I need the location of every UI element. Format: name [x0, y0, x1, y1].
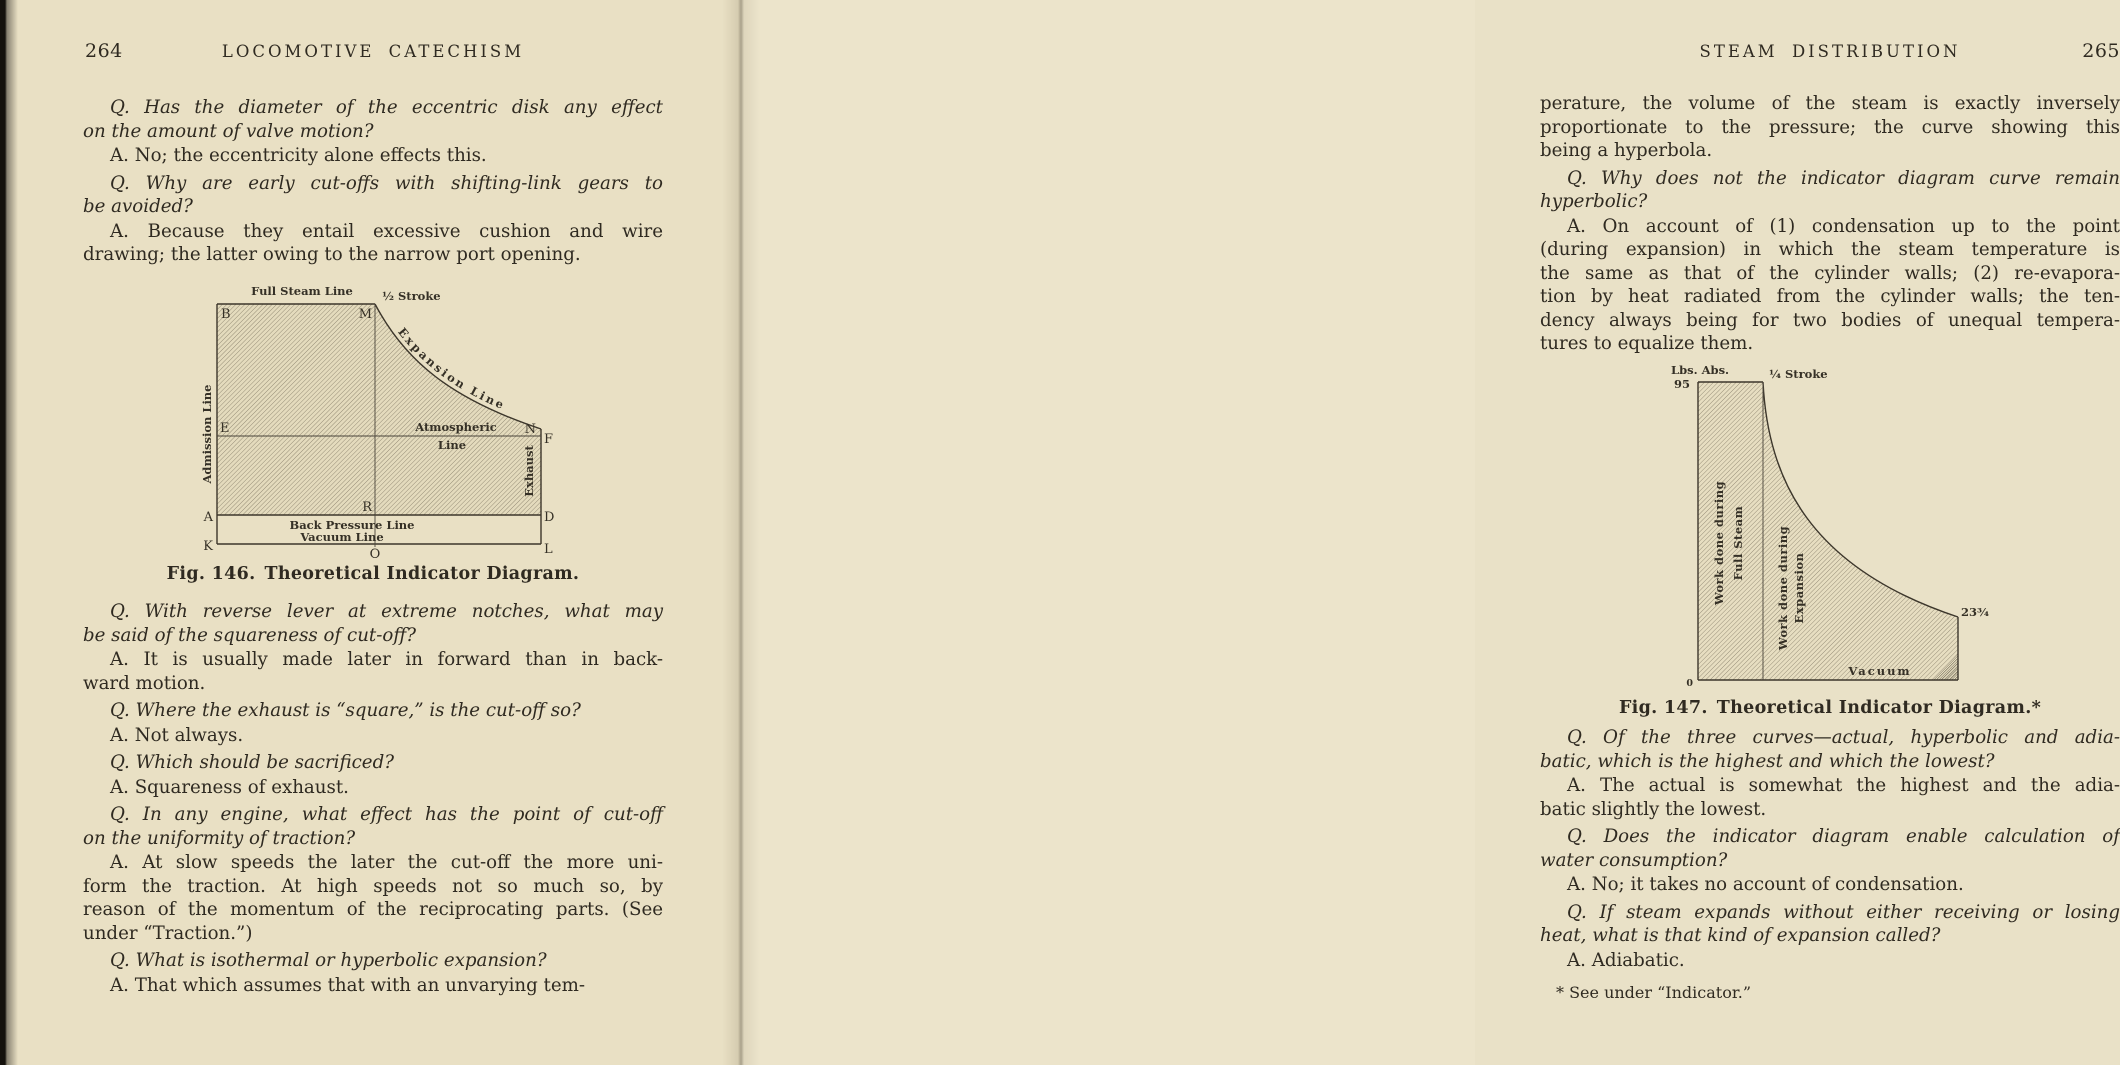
right-paragraphs-top	[1540, 92, 2120, 356]
left-text-column	[83, 92, 663, 997]
left-paragraphs-top	[83, 96, 663, 267]
text-line: Q. What is isothermal or hyperbolic expansion?	[110, 950, 547, 971]
right-text-column	[1540, 92, 2120, 1005]
figure-146	[83, 271, 663, 587]
label-work-full-1: Work done during	[1712, 480, 1726, 605]
text-line: A. Because they entail excessive cushion and wire	[110, 220, 663, 242]
text-line: A. No; the eccentricity alone effects this.	[110, 145, 487, 166]
text-line: A. At slow speeds the later the cut-off the more uni-	[110, 852, 663, 873]
running-header-right: STEAM DISTRIBUTION	[1699, 42, 1961, 61]
answer-paragraph	[83, 144, 663, 168]
text-line: dency always being for two bodies of unequal tempera-	[1540, 309, 2120, 331]
answer-paragraph	[1540, 949, 2120, 973]
text-line: Q. Where the exhaust is “square,” is the cut-off so?	[110, 700, 581, 721]
label-quarter-stroke: ¼ Stroke	[1769, 366, 1828, 381]
label-vacuum-line: Vacuum Line	[300, 529, 384, 544]
point-m: M	[358, 306, 372, 322]
left-page	[0, 0, 740, 1065]
text-line: A. That which assumes that with an unvarying tem-	[110, 974, 586, 996]
question-paragraph	[1540, 167, 2120, 214]
label-expansion-line: Expansion Line	[395, 324, 508, 413]
text-line: drawing; the latter owing to the narrow port opening.	[83, 244, 581, 265]
text-line: A. No; it takes no account of condensation.	[1567, 874, 1964, 895]
text-line: tion by heat radiated from the cylinder walls; the ten-	[1540, 286, 2120, 307]
text-line: A. The actual is somewhat the highest and the adia-	[1567, 775, 2120, 796]
point-d: D	[544, 509, 555, 525]
text-line: Q. Why are early cut-offs with shifting-link gears to	[110, 172, 663, 194]
answer-paragraph	[83, 220, 663, 267]
text-line: Q. Which should be sacrificed?	[110, 752, 394, 773]
question-paragraph	[83, 172, 663, 219]
label-lbs-abs: Lbs. Abs.	[1671, 362, 1730, 377]
label-full-steam-line: Full Steam Line	[251, 283, 353, 298]
answer-paragraph	[1540, 873, 2120, 897]
point-k: K	[203, 538, 213, 554]
question-paragraph	[83, 751, 663, 775]
point-l: L	[544, 541, 553, 557]
text-line: A. It is usually made later in forward than in back-	[110, 649, 663, 670]
indicator-diagram-147	[1645, 360, 2045, 695]
figure-147	[1540, 360, 2120, 721]
text-line: under “Traction.”)	[83, 922, 253, 944]
label-95: 95	[1673, 376, 1690, 391]
text-line: being a hyperbola.	[1540, 140, 1713, 161]
text-line: Q. Does the indicator diagram enable calculation of	[1567, 826, 2120, 847]
label-back-pressure-line: Back Pressure Line	[289, 517, 415, 532]
label-work-exp-1: Work done during	[1776, 525, 1790, 650]
question-paragraph	[83, 600, 663, 647]
scan-edge	[0, 0, 18, 1065]
text-line: Q. Of the three curves—actual, hyperbolic and adia-	[1567, 727, 2120, 748]
text-line: A. Adiabatic.	[1567, 949, 1685, 971]
left-paragraphs-bottom	[83, 600, 663, 997]
label-atmospheric-line-word: Line	[437, 437, 467, 452]
text-line: A. Squareness of exhaust.	[110, 776, 349, 798]
text-line: be avoided?	[83, 196, 193, 217]
answer-paragraph	[83, 851, 663, 945]
question-paragraph	[1540, 825, 2120, 872]
right-paragraphs-bottom	[1540, 726, 2120, 972]
text-line: be said of the squareness of cut-off?	[83, 624, 416, 646]
right-page	[740, 0, 2120, 1065]
page-number-right: 265	[2082, 40, 2120, 62]
continuation-paragraph	[1540, 92, 2120, 163]
point-f: F	[544, 431, 554, 447]
text-line: perature, the volume of the steam is exactly inversely	[1540, 93, 2120, 114]
text-line: Q. If steam expands without either receiving or losing	[1567, 901, 2120, 923]
running-header-left: LOCOMOTIVE CATECHISM	[221, 42, 525, 61]
text-line: Q. With reverse lever at extreme notches, what may	[110, 601, 663, 622]
label-zero: 0	[1686, 677, 1693, 689]
point-a: A	[203, 509, 213, 525]
point-b: B	[221, 306, 231, 322]
text-line: ward motion.	[83, 672, 206, 694]
label-exhaust: Exhaust	[522, 444, 536, 497]
text-line: (during expansion) in which the steam temperature is	[1540, 239, 2120, 260]
answer-paragraph	[83, 648, 663, 695]
text-line: A. On account of (1) condensation up to the point	[1567, 215, 2120, 237]
answer-paragraph	[1540, 774, 2120, 821]
label-vacuum: Vacuum	[1848, 663, 1912, 678]
point-o: O	[369, 546, 381, 561]
text-line: A. Not always.	[110, 724, 244, 746]
text-line: batic slightly the lowest.	[1540, 798, 1767, 820]
text-line: hyperbolic?	[1540, 191, 1648, 212]
text-line: on the uniformity of traction?	[83, 827, 356, 849]
label-work-exp-2: Expansion	[1792, 552, 1806, 623]
label-admission-line: Admission Line	[200, 384, 214, 483]
question-paragraph	[1540, 726, 2120, 773]
question-paragraph	[83, 949, 663, 973]
figure-147-caption: Fig. 147. Theoretical Indicator Diagram.*	[1618, 697, 2042, 718]
point-r: R	[362, 499, 372, 515]
question-paragraph	[83, 803, 663, 850]
question-paragraph	[83, 96, 663, 143]
text-line: on the amount of valve motion?	[83, 120, 374, 142]
figure-146-caption: Fig. 146. Theoretical Indicator Diagram.	[166, 563, 580, 584]
question-paragraph	[83, 699, 663, 723]
text-line: reason of the momentum of the reciprocating parts. (See	[83, 899, 663, 920]
point-n: N	[524, 421, 536, 437]
label-atmospheric: Atmospheric	[415, 419, 497, 434]
text-line: proportionate to the pressure; the curve showing this	[1540, 116, 2120, 138]
text-line: batic, which is the highest and which the lowest?	[1540, 750, 1995, 772]
page-gutter	[722, 0, 760, 1065]
text-line: Q. In any engine, what effect has the point of cut-off	[110, 804, 663, 825]
text-line: water consumption?	[1540, 849, 1728, 871]
label-work-full-2: Full Steam	[1731, 505, 1745, 580]
text-line: Q. Has the diameter of the eccentric disk any effect	[110, 97, 663, 118]
label-half-stroke: ½ Stroke	[382, 288, 441, 303]
text-line: the same as that of the cylinder walls; (2) re-evapora-	[1540, 262, 2120, 284]
indicator-diagram-146	[183, 271, 603, 561]
answer-paragraph	[1540, 215, 2120, 356]
text-line: Q. Why does not the indicator diagram curve remain	[1567, 167, 2120, 189]
text-line: heat, what is that kind of expansion called?	[1540, 925, 1941, 946]
point-e: E	[220, 420, 230, 436]
answer-paragraph	[83, 776, 663, 800]
footnote: * See under “Indicator.”	[1556, 983, 1752, 1002]
answer-paragraph	[83, 724, 663, 748]
text-line: tures to equalize them.	[1540, 333, 1754, 354]
page-number-left: 264	[85, 40, 123, 62]
text-line: form the traction. At high speeds not so much so, by	[83, 875, 663, 897]
label-terminal-pressure: 23¾	[1961, 604, 1989, 619]
answer-paragraph	[83, 974, 663, 998]
question-paragraph	[1540, 901, 2120, 948]
